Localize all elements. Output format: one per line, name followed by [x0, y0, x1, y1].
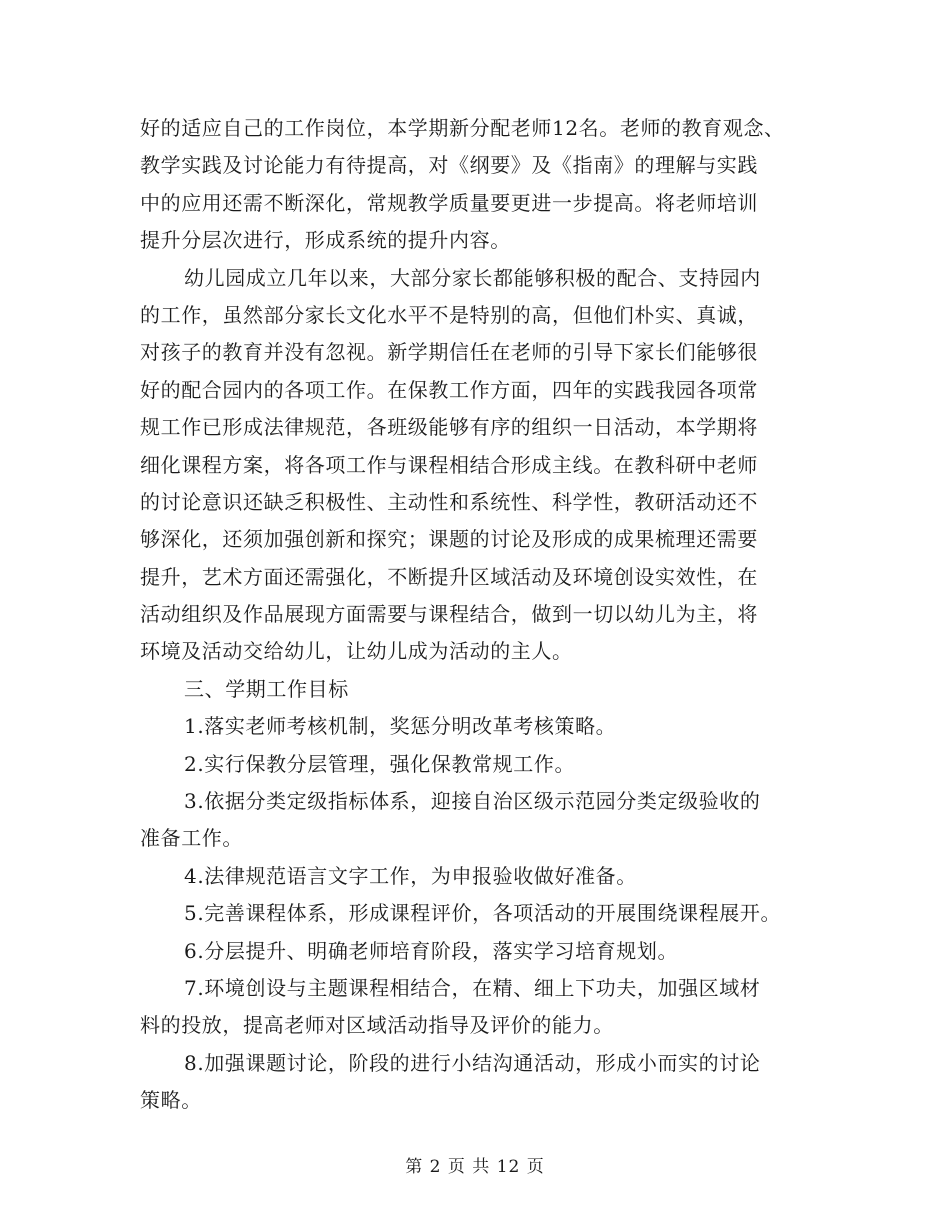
text-line: 2.实行保教分层管理，强化保教常规工作。 — [184, 751, 576, 776]
paragraph — [140, 260, 820, 671]
document-body — [140, 110, 820, 1120]
text-line: 策略。 — [140, 1088, 202, 1113]
text-line: 的工作，虽然部分家长文化水平不是特别的高，但他们朴实、真诚， — [140, 302, 758, 327]
list-item — [140, 933, 820, 970]
text-line: 规工作已形成法律规范，各班级能够有序的组织一日活动，本学期将 — [140, 415, 758, 440]
text-line: 中的应用还需不断深化，常规教学质量要更进一步提高。将老师培训 — [140, 190, 758, 215]
text-line: 6.分层提升、明确老师培育阶段，落实学习培育规划。 — [184, 938, 679, 963]
text-line: 细化课程方案，将各项工作与课程相结合形成主线。在教科研中老师 — [140, 452, 758, 477]
text-line: 三、学期工作目标 — [184, 676, 349, 701]
text-line: 3.依据分类定级指标体系，迎接自治区级示范园分类定级验收的 — [184, 789, 761, 814]
list-item — [140, 1045, 820, 1120]
text-line: 环境及活动交给幼儿，让幼儿成为活动的主人。 — [140, 639, 573, 664]
text-line: 提升，艺术方面还需强化，不断提升区域活动及环境创设实效性，在 — [140, 564, 758, 589]
text-line: 的讨论意识还缺乏积极性、主动性和系统性、科学性，教研活动还不 — [140, 489, 758, 514]
text-line: 活动组织及作品展现方面需要与课程结合，做到一切以幼儿为主，将 — [140, 602, 758, 627]
text-line: 4.法律规范语言文字工作，为申报验收做好准备。 — [184, 863, 637, 888]
list-item — [140, 895, 820, 932]
page-number-footer: 第 2 页 共 12 页 — [405, 1157, 545, 1177]
text-line: 幼儿园成立几年以来，大部分家长都能够积极的配合、支持园内 — [184, 265, 761, 290]
list-item — [140, 783, 820, 858]
text-line: 1.落实老师考核机制，奖惩分明改革考核策略。 — [184, 714, 617, 739]
text-line: 好的配合园内的各项工作。在保教工作方面，四年的实践我园各项常 — [140, 377, 758, 402]
text-line: 料的投放，提高老师对区域活动指导及评价的能力。 — [140, 1013, 614, 1038]
text-line: 提升分层次进行，形成系统的提升内容。 — [140, 228, 511, 253]
list-item — [140, 858, 820, 895]
list-item — [140, 746, 820, 783]
text-line: 教学实践及讨论能力有待提高，对《纲要》及《指南》的理解与实践 — [140, 153, 758, 178]
text-line: 8.加强课题讨论，阶段的进行小结沟通活动，形成小而实的讨论 — [184, 1050, 761, 1075]
text-line: 好的适应自己的工作岗位，本学期新分配老师12名。老师的教育观念、 — [140, 116, 785, 140]
list-item — [140, 970, 820, 1045]
text-line: 7.环境创设与主题课程相结合，在精、细上下功夫，加强区域材 — [184, 975, 761, 1000]
text-line: 5.完善课程体系，形成课程评价，各项活动的开展围绕课程展开。 — [184, 901, 782, 926]
text-line: 准备工作。 — [140, 826, 243, 851]
text-line: 对孩子的教育并没有忽视。新学期信任在老师的引导下家长们能够很 — [140, 340, 758, 365]
list-item — [140, 708, 820, 745]
section-heading — [140, 671, 820, 708]
text-line: 够深化，还须加强创新和探究；课题的讨论及形成的成果梳理还需要 — [140, 527, 758, 552]
paragraph — [140, 110, 820, 260]
